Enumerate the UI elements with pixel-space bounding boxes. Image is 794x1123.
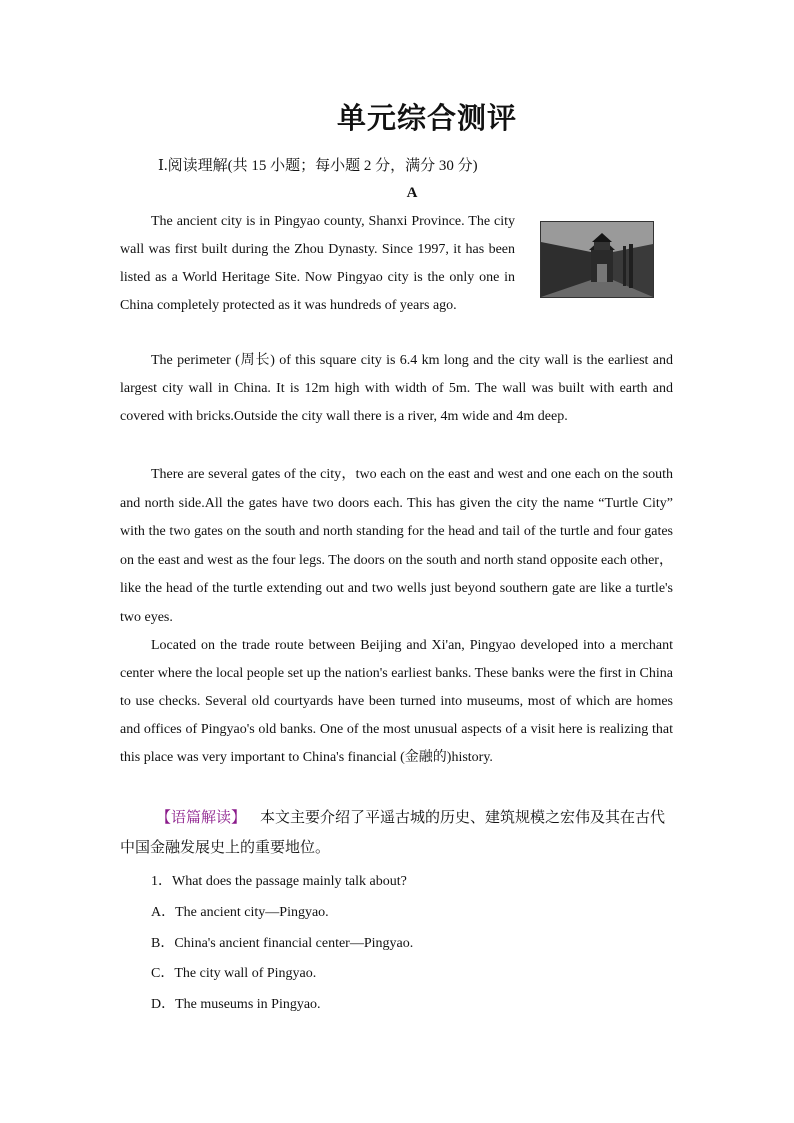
- option-c: C．The city wall of Pingyao.: [151, 966, 317, 981]
- paragraph-4: Located on the trade route between Beijing and Xi'an, Pingyao developed into a merchant center where the local people set up the nation's earliest banks. These banks were the first in China to use checks. Several old courtyards have been turned into museums, most of which are homes and offices of Pingyao's old banks. One of the most unusual aspects of a visit here is realizing that this place was very important to China's financial (金融的)history.: [120, 638, 673, 765]
- passage-label: A: [406, 185, 418, 201]
- analysis-text: 本文主要介绍了平遥古城的历史、建筑规模之宏伟及其在古代中国金融发展史上的重要地位。: [120, 808, 666, 856]
- section-heading: Ⅰ.阅读理解(共 15 小题；每小题 2 分，满分 30 分): [158, 158, 478, 174]
- option-a: A．The ancient city—Pingyao.: [151, 905, 329, 920]
- paragraph-2: The perimeter (周长) of this square city is 6.4 km long and the city wall is the earliest and largest city wall in China. It is 12m high with width of 5m. The wall was built with earth and covered with bricks.Outside the city wall there is a river, 4m wide and 4m deep.: [120, 353, 673, 424]
- passage-analysis: [120, 802, 673, 862]
- option-d: D．The museums in Pingyao.: [151, 997, 321, 1012]
- paragraph-3: There are several gates of the city，two each on the east and west and one each on the south and north side.All the gates have two doors each. This has given the city the name “Turtle City” with the two gates on the south and north standing for the head and tail of the turtle and four gates on the east and west as the four legs. The doors on the south and north stand opposite each other，like the head of the turtle extending out and two wells just beyond southern gate are like a turtle's two eyes.: [120, 467, 673, 625]
- option-b: B．China's ancient financial center—Pingyao.: [151, 936, 414, 951]
- question-stem: 1．What does the passage mainly talk about?: [151, 874, 407, 889]
- page-title: 单元综合测评: [336, 101, 517, 135]
- pingyao-city-gate-photo: [540, 221, 654, 298]
- paragraph-1: The ancient city is in Pingyao county, Shanxi Province. The city wall was first built during the Zhou Dynasty. Since 1997, it has been listed as a World Heritage Site. Now Pingyao city is the only one in China completely protected as it was hundreds of years ago.: [120, 214, 515, 313]
- analysis-tag: 【语篇解读】: [156, 808, 247, 826]
